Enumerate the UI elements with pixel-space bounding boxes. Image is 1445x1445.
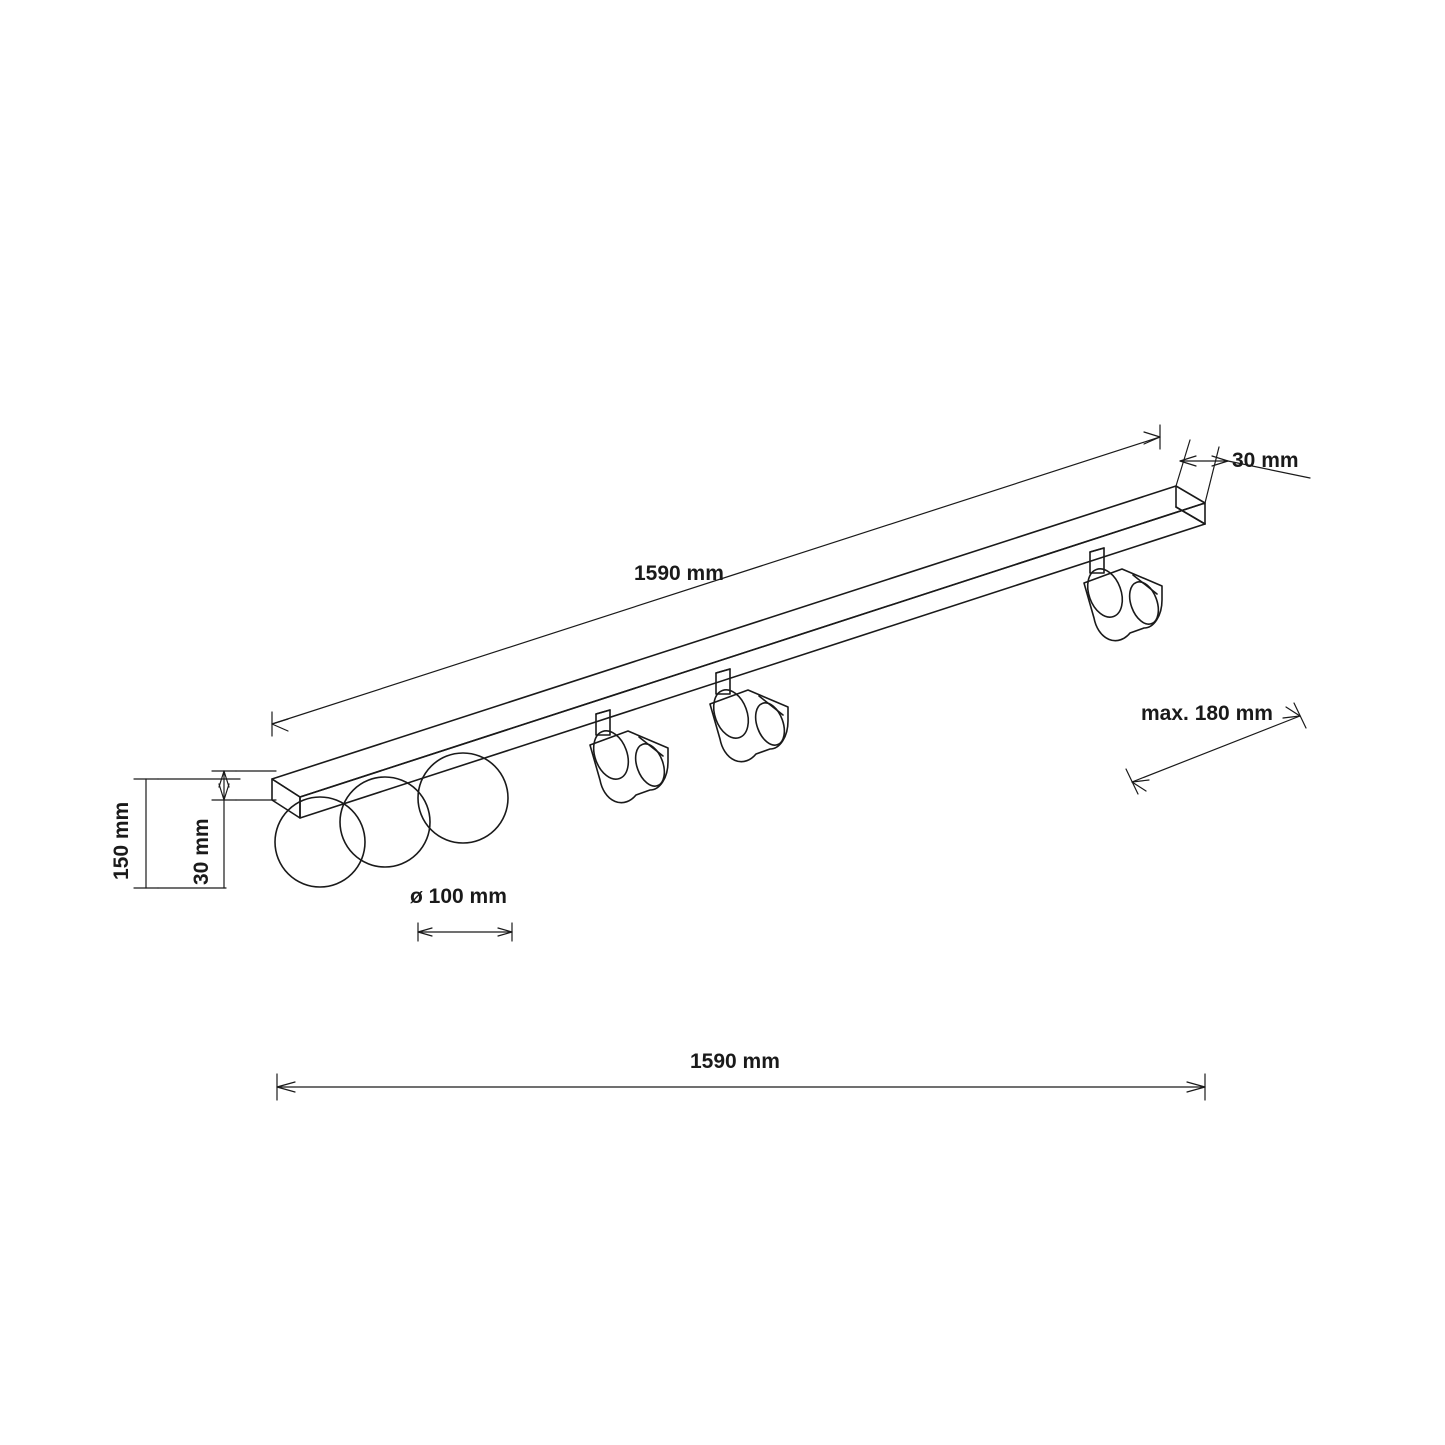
globe-1 xyxy=(275,797,365,887)
dim-overall-length xyxy=(277,1074,1205,1100)
spotlight-3 xyxy=(1081,548,1163,641)
dim-label-fixture-height: 150 mm xyxy=(110,801,133,880)
dim-label-spot-reach: max. 180 mm xyxy=(1141,702,1273,725)
dim-label-globe-diameter: ø 100 mm xyxy=(410,885,507,908)
dim-bar-height xyxy=(212,771,276,888)
dim-label-bar-height: 30 mm xyxy=(190,818,213,885)
spotlight-2 xyxy=(707,669,789,762)
spotlight-1 xyxy=(587,710,669,803)
dim-label-bar-depth: 30 mm xyxy=(1232,449,1299,472)
globe-3 xyxy=(418,753,508,843)
globe-shades xyxy=(275,753,508,887)
dim-globe-diameter xyxy=(418,923,512,941)
ceiling-bar xyxy=(272,486,1205,818)
dim-label-bar-length-top: 1590 mm xyxy=(634,562,724,585)
dim-label-overall-length: 1590 mm xyxy=(690,1050,780,1073)
